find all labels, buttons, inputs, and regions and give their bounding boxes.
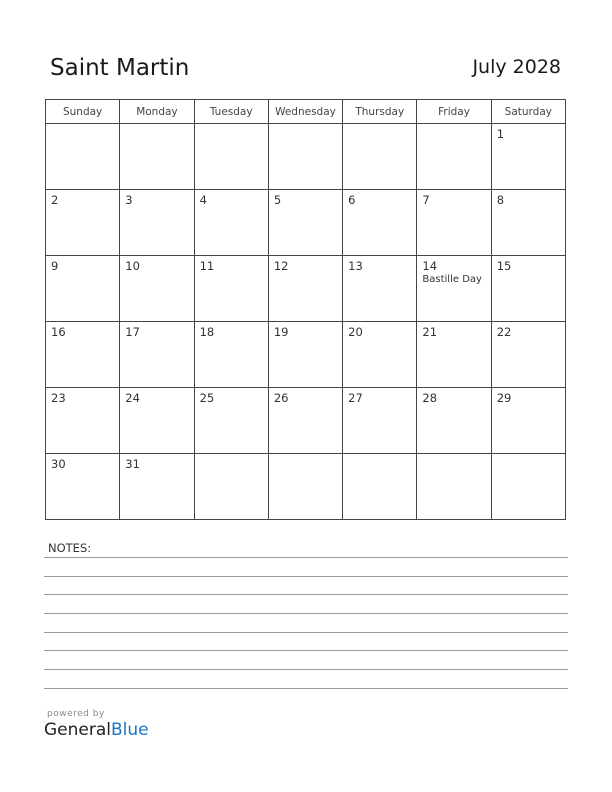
day-number: 9 (51, 259, 59, 273)
day-cell (120, 190, 194, 256)
day-number: 31 (125, 457, 140, 471)
calendar-title: Saint Martin (50, 55, 190, 81)
day-cell (417, 322, 491, 388)
holiday-label: Bastille Day (422, 274, 482, 285)
week-row (46, 322, 566, 388)
day-number: 17 (125, 325, 140, 339)
day-number (492, 454, 565, 458)
day-cell (268, 190, 342, 256)
day-number: 14 (422, 259, 438, 273)
day-number: 26 (273, 391, 289, 405)
day-number: 23 (51, 391, 66, 405)
weekday-header: Sunday (46, 100, 120, 124)
day-cell (194, 454, 268, 520)
day-number: 27 (348, 391, 363, 405)
notes-line (44, 594, 568, 595)
day-cell (417, 454, 491, 520)
weekday-header-row (46, 100, 566, 124)
day-number: 15 (496, 259, 512, 273)
day-number (120, 124, 193, 128)
weekday-header: Monday (120, 100, 194, 124)
day-cell (46, 190, 120, 256)
day-number (46, 124, 119, 128)
day-number: 28 (422, 391, 438, 405)
day-number: 2 (51, 193, 59, 207)
day-cell (120, 124, 194, 190)
day-cell (491, 454, 565, 520)
day-number: 25 (199, 391, 215, 405)
day-number: 6 (348, 193, 356, 207)
day-cell (194, 322, 268, 388)
weekday-header: Saturday (491, 100, 565, 124)
day-cell (491, 124, 565, 190)
day-cell (268, 322, 342, 388)
weekday-header: Wednesday (268, 100, 342, 124)
notes-line (44, 669, 568, 670)
day-number: 30 (51, 457, 66, 471)
day-cell (120, 454, 194, 520)
brand-text-general: General (44, 720, 111, 740)
day-cell (417, 124, 491, 190)
notes-label: NOTES: (48, 541, 92, 555)
day-cell (46, 454, 120, 520)
notes-line (44, 632, 568, 633)
day-number (269, 454, 342, 458)
weekday-header: Thursday (343, 100, 417, 124)
day-number (417, 124, 490, 128)
notes-line (44, 650, 568, 651)
day-cell (343, 256, 417, 322)
weekday-header: Friday (417, 100, 491, 124)
day-cell (120, 256, 194, 322)
day-cell (268, 454, 342, 520)
day-cell (491, 322, 565, 388)
day-number: 29 (496, 391, 512, 405)
day-cell (491, 256, 565, 322)
brand-text-blue: Blue (111, 720, 149, 740)
day-cell (46, 388, 120, 454)
day-cell (417, 388, 491, 454)
day-number: 4 (199, 193, 207, 207)
week-row (46, 388, 566, 454)
weekday-header: Tuesday (194, 100, 268, 124)
day-cell (343, 124, 417, 190)
day-cell (491, 388, 565, 454)
notes-line (44, 557, 568, 558)
day-cell (343, 388, 417, 454)
day-cell (268, 256, 342, 322)
day-number: 12 (273, 259, 289, 273)
day-number: 10 (125, 259, 140, 273)
day-number: 11 (199, 259, 215, 273)
day-cell (417, 190, 491, 256)
day-number (195, 454, 268, 458)
day-cell (343, 190, 417, 256)
day-cell (120, 322, 194, 388)
day-number: 3 (125, 193, 133, 207)
day-cell (268, 388, 342, 454)
day-number (417, 454, 490, 458)
day-number: 21 (422, 325, 438, 339)
day-cell (343, 322, 417, 388)
day-cell (491, 190, 565, 256)
week-row (46, 256, 566, 322)
calendar-month: July 2028 (472, 56, 561, 78)
day-number: 20 (348, 325, 363, 339)
day-number (269, 124, 342, 128)
generalblue-logo[interactable] (44, 720, 149, 740)
day-cell (120, 388, 194, 454)
day-number (343, 454, 416, 458)
powered-by-text: powered by (47, 709, 105, 719)
week-row (46, 190, 566, 256)
notes-line (44, 613, 568, 614)
day-number: 8 (496, 193, 505, 207)
day-cell (46, 322, 120, 388)
day-number (343, 124, 416, 128)
day-cell (46, 124, 120, 190)
day-cell (194, 124, 268, 190)
day-number: 5 (273, 193, 282, 207)
notes-line (44, 688, 568, 689)
day-number: 18 (199, 325, 215, 339)
day-number: 16 (51, 325, 66, 339)
day-number (195, 124, 268, 128)
day-cell (194, 388, 268, 454)
day-cell (46, 256, 120, 322)
day-cell (194, 190, 268, 256)
week-row (46, 124, 566, 190)
calendar-grid (45, 99, 566, 520)
day-cell (194, 256, 268, 322)
day-cell (417, 256, 491, 322)
day-number: 7 (422, 193, 430, 207)
week-row (46, 454, 566, 520)
day-cell (268, 124, 342, 190)
day-number: 22 (496, 325, 512, 339)
day-number: 24 (125, 391, 140, 405)
day-number: 1 (496, 127, 505, 141)
day-cell (343, 454, 417, 520)
day-number: 13 (348, 259, 363, 273)
notes-line (44, 576, 568, 577)
day-number: 19 (273, 325, 289, 339)
